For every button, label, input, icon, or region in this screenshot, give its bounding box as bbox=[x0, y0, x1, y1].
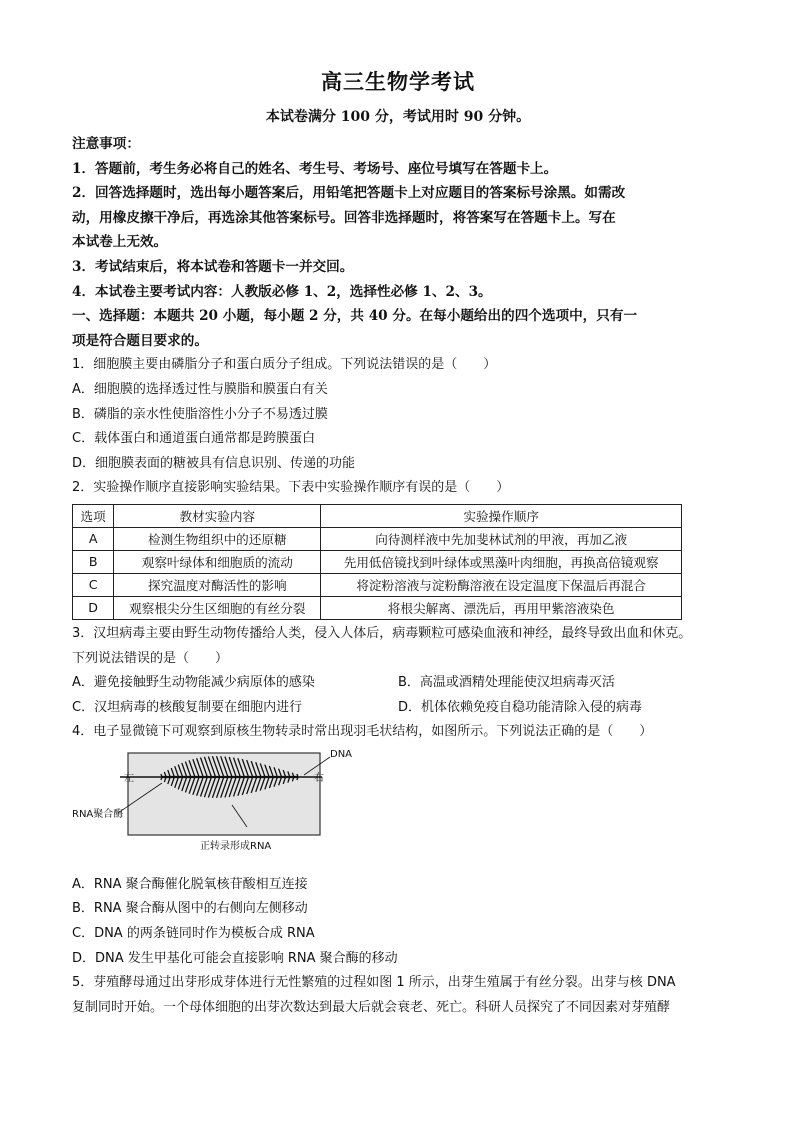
table-cell: A bbox=[73, 527, 114, 550]
section-heading-line-1: 一、选择题：本题共 20 小题，每小题 2 分，共 40 分。在每小题给出的四个选项中，只有一 bbox=[72, 308, 638, 325]
q3-options-row-2 bbox=[72, 696, 724, 721]
figure-label-rna-polymerase: RNA聚合酶 bbox=[72, 808, 124, 820]
table-cell: B bbox=[73, 550, 114, 573]
table-header-cell: 选项 bbox=[73, 504, 114, 527]
q1-option-d: D．细胞膜表面的糖被具有信息识别、传递的功能 bbox=[72, 455, 356, 471]
table-cell: 探究温度对酶活性的影响 bbox=[114, 573, 321, 596]
q3-option-d: D．机体依赖免疫自稳功能清除入侵的病毒 bbox=[398, 699, 643, 715]
table-header-cell: 教材实验内容 bbox=[114, 504, 321, 527]
q4-option-a: A．RNA 聚合酶催化脱氧核苷酸相互连接 bbox=[72, 876, 308, 892]
page-title: 高三生物学考试 bbox=[321, 69, 475, 94]
table-header-cell: 实验操作顺序 bbox=[321, 504, 682, 527]
table-row bbox=[73, 573, 682, 596]
notice-heading: 注意事项： bbox=[72, 136, 140, 152]
q3-option-a: A．避免接触野生动物能减少病原体的感染 bbox=[72, 675, 315, 691]
q3-stem-line-2: 下列说法错误的是（ ） bbox=[72, 650, 229, 666]
table-cell: 将根尖解离、漂洗后，再用甲紫溶液染色 bbox=[321, 596, 682, 619]
figure-label-dna: DNA bbox=[330, 748, 353, 760]
notice-item-4: 4．本试卷主要考试内容：人教版必修 1、2，选择性必修 1、2、3。 bbox=[72, 283, 492, 300]
q1-option-a: A．细胞膜的选择透过性与膜脂和膜蛋白有关 bbox=[72, 381, 328, 397]
q4-option-d: D．DNA 发生甲基化可能会直接影响 RNA 聚合酶的移动 bbox=[72, 950, 398, 966]
figure-label-left: 左 bbox=[124, 772, 134, 784]
notice-item-2-line-2: 动，用橡皮擦干净后，再选涂其他答案标号。回答非选择题时，将答案写在答题卡上。写在 bbox=[72, 209, 616, 226]
q2-experiment-table bbox=[72, 504, 682, 620]
q4-option-c: C．DNA 的两条链同时作为模板合成 RNA bbox=[72, 926, 315, 942]
q1-option-b: B．磷脂的亲水性使脂溶性小分子不易透过膜 bbox=[72, 406, 328, 422]
q4-stem: 4．电子显微镜下可观察到原核生物转录时常出现羽毛状结构，如图所示。下列说法正确的是（ ） bbox=[72, 724, 653, 740]
table-cell: 检测生物组织中的还原糖 bbox=[114, 527, 321, 550]
q3-stem-line-1: 3．汉坦病毒主要由野生动物传播给人类，侵入人体后，病毒颗粒可感染血液和神经，最终导致出血和休克。 bbox=[72, 625, 692, 641]
q1-stem: 1．细胞膜主要由磷脂分子和蛋白质分子组成。下列说法错误的是（ ） bbox=[72, 357, 497, 373]
q5-line-1: 5．芽殖酵母通过出芽形成芽体进行无性繁殖的过程如图 1 所示，出芽生殖属于有丝分裂。出芽与核 DNA bbox=[72, 975, 676, 991]
q5-line-2: 复制同时开始。一个母体细胞的出芽次数达到最大后就会衰老、死亡。科研人员探究了不同因素对芽殖酵 bbox=[72, 999, 671, 1015]
table-cell: 先用低倍镜找到叶绿体或黑藻叶肉细胞，再换高倍镜观察 bbox=[321, 550, 682, 573]
table-row bbox=[73, 596, 682, 619]
q3-option-b: B．高温或酒精处理能使汉坦病毒灭活 bbox=[398, 675, 615, 691]
q4-transcription-figure bbox=[72, 747, 724, 869]
exam-page bbox=[72, 66, 724, 1020]
q4-option-b: B．RNA 聚合酶从图中的右侧向左侧移动 bbox=[72, 901, 308, 917]
notice-item-2-line-3: 本试卷上无效。 bbox=[72, 234, 168, 251]
table-header-row bbox=[73, 504, 682, 527]
table-cell: D bbox=[73, 596, 114, 619]
notice-item-2-line-1: 2．回答选择题时，选出每小题答案后，用铅笔把答题卡上对应题目的答案标号涂黑。如需改 bbox=[72, 185, 626, 202]
table-cell: 观察根尖分生区细胞的有丝分裂 bbox=[114, 596, 321, 619]
notice-item-1: 1．答题前，考生务必将自己的姓名、考生号、考场号、座位号填写在答题卡上。 bbox=[72, 160, 558, 177]
table-cell: 将淀粉溶液与淀粉酶溶液在设定温度下保温后再混合 bbox=[321, 573, 682, 596]
q3-options-row-1 bbox=[72, 671, 724, 696]
table-cell: 向待测样液中先加斐林试剂的甲液，再加乙液 bbox=[321, 527, 682, 550]
table-row bbox=[73, 550, 682, 573]
figure-label-nascent-rna: 正转录形成RNA bbox=[200, 840, 272, 852]
figure-label-right: 右 bbox=[314, 772, 324, 784]
notice-item-3: 3．考试结束后，将本试卷和答题卡一并交回。 bbox=[72, 258, 354, 275]
table-cell: 观察叶绿体和细胞质的流动 bbox=[114, 550, 321, 573]
section-heading-line-2: 项是符合题目要求的。 bbox=[72, 332, 208, 349]
table-cell: C bbox=[73, 573, 114, 596]
table-row bbox=[73, 527, 682, 550]
exam-info: 本试卷满分 100 分，考试用时 90 分钟。 bbox=[265, 109, 531, 125]
q1-option-c: C．载体蛋白和通道蛋白通常都是跨膜蛋白 bbox=[72, 431, 316, 447]
q2-stem: 2．实验操作顺序直接影响实验结果。下表中实验操作顺序有误的是（ ） bbox=[72, 480, 510, 496]
q3-option-c: C．汉坦病毒的核酸复制要在细胞内进行 bbox=[72, 699, 303, 715]
